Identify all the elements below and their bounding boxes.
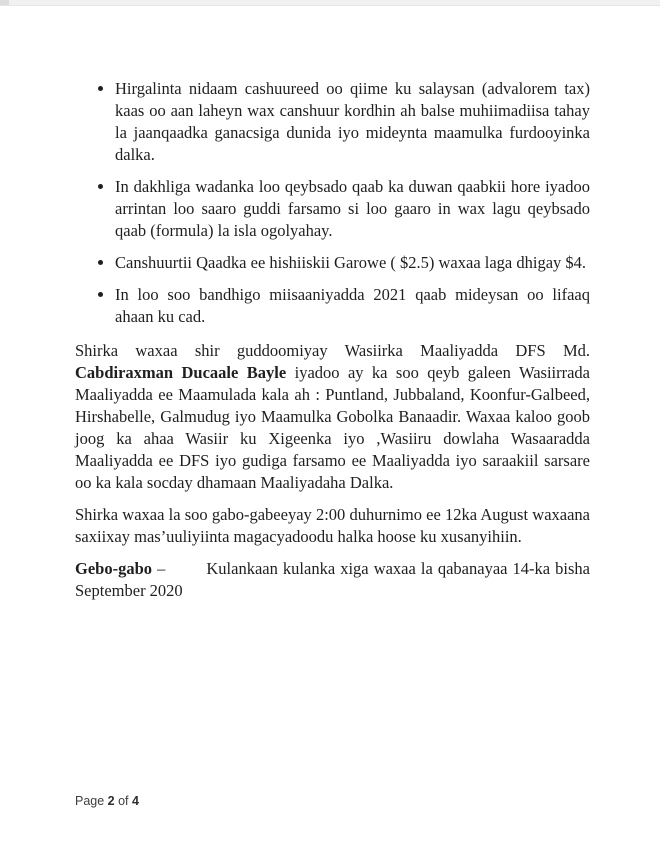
page-footer: Page 2 of 4 <box>75 794 139 808</box>
scan-corner-mark <box>0 0 9 5</box>
bullet-item: • Canshuurtii Qaadka ee hishiiskii Garowe ( $2.5) waxaa laga dhigay $4. <box>115 252 590 274</box>
paragraph-meeting-close: Shirka waxaa la soo gabo-gabeeyay 2:00 duhurnimo ee 12ka August waxaana saxiixay mas’uuliyiinta magacyadoodu halka hoose ku xusanyihiin. <box>75 505 590 546</box>
document-content <box>75 78 590 612</box>
paragraph-conclusion: Gebo-gabo – Kulankaan kulanka xiga waxaa la qabanayaa 14-ka bisha September 2020 <box>75 559 590 600</box>
scan-edge-artifact <box>0 0 660 6</box>
bullet-list <box>75 78 590 328</box>
bullet-item: • In loo soo bandhigo miisaaniyadda 2021 qaab mideysan oo lifaaq ahaan ku cad. <box>115 284 590 328</box>
bullet-item: • Hirgalinta nidaam cashuureed oo qiime ku salaysan (advalorem tax) kaas oo aan laheyn wax canshuur kordhin ah balse muhiimadiisa tahay la jaanqaadka ganacsiga dunida iyo mideynta maamulka furdooyinka dalka. <box>115 78 590 166</box>
paragraph-meeting-chair: Shirka waxaa shir guddoomiyay Wasiirka Maaliyadda DFS Md. Cabdiraxman Ducaale Bayle iyadoo ay ka soo qeyb galeen Wasiirrada Maaliyadda ee Maamulada kala ah : Puntland, Jubbaland, Koonfur-Galbeed, Hirshabelle, Galmudug iyo Maamulka Gobolka Banaadir. Waxaa kaloo goob joog ka ahaa Wasiir ku Xigeenka iyo ,Wasiiru dowlaha Wasaaradda Maaliyadda ee DFS iyo gudiga farsamo ee Maaliyadda iyo saraakiil sarsare oo ka kala socday dhamaan Maaliyadaha Dalka. <box>75 341 590 492</box>
bullet-item: • In dakhliga wadanka loo qeybsado qaab ka duwan qaabkii hore iyadoo arrintan loo saaro guddi farsamo si loo gaaro in wax lagu qeybsado qaab (formula) la isla ogolyahay. <box>115 176 590 242</box>
